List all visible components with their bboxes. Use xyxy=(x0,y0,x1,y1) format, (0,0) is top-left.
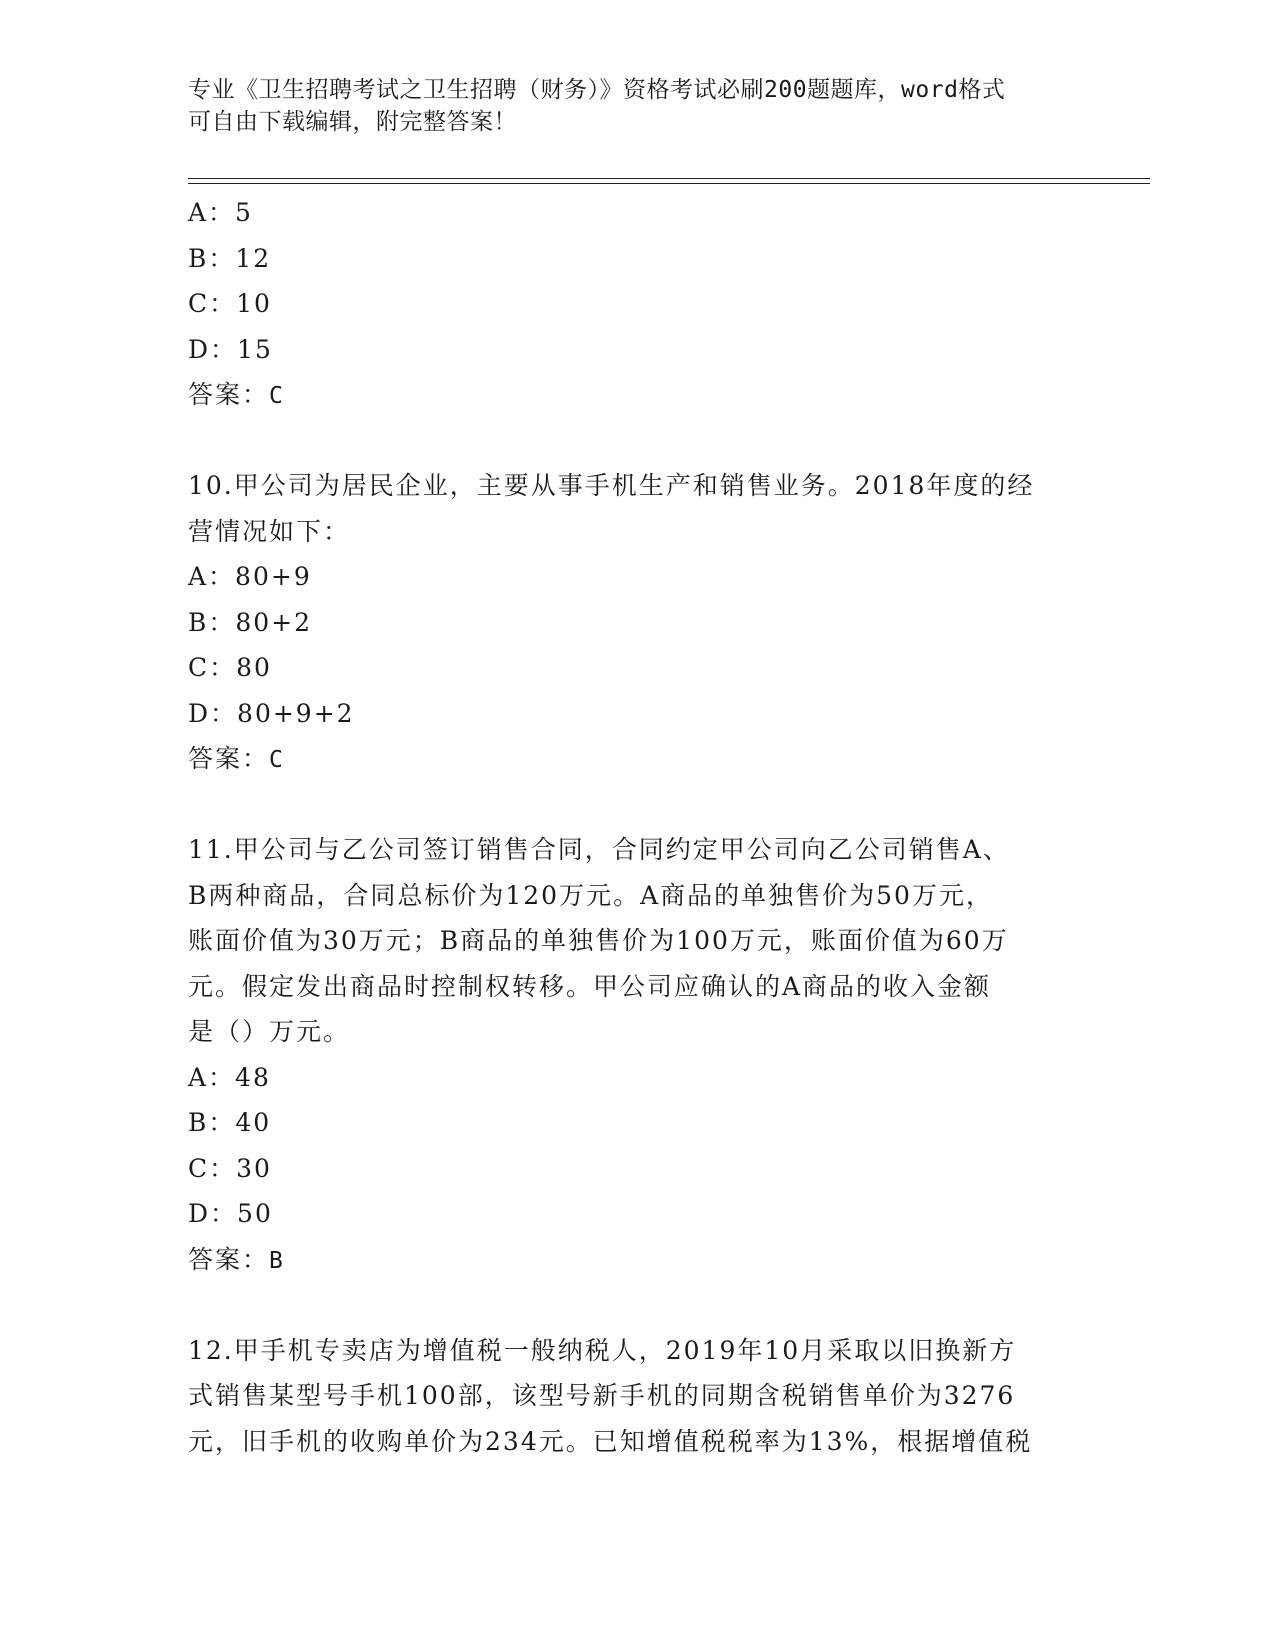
question-stem: 是（）万元。 xyxy=(188,1017,351,1046)
answer-line xyxy=(188,372,1088,418)
question-spacer xyxy=(188,782,1088,828)
option-d: D：80+9+2 xyxy=(188,698,355,728)
option-c: C：10 xyxy=(188,289,272,318)
answer-label: 答案： xyxy=(188,1244,270,1274)
option-c: C：30 xyxy=(188,1153,272,1183)
question-stem: B两种商品，合同总标价为120万元。A商品的单独售价为50万元， xyxy=(188,880,993,910)
question-content xyxy=(188,190,1088,1464)
option-a: A：80+9 xyxy=(188,562,312,591)
question-stem: 12.甲手机专卖店为增值税一般纳税人，2019年10月采取以旧换新方 xyxy=(188,1335,1017,1365)
question-stem: 10.甲公司为居民企业，主要从事手机生产和销售业务。2018年度的经 xyxy=(188,471,1035,500)
question-spacer xyxy=(188,1282,1088,1328)
answer-label: 答案： xyxy=(188,744,270,773)
option-b: B：12 xyxy=(188,243,272,273)
header-divider-bottom xyxy=(188,183,1150,184)
page-header xyxy=(188,74,1068,138)
answer-value: B xyxy=(269,1247,285,1274)
option-b: B：40 xyxy=(188,1108,272,1137)
answer-line xyxy=(188,736,1088,782)
option-d: D：50 xyxy=(188,1199,273,1228)
question-stem: 元。假定发出商品时控制权转移。甲公司应确认的A商品的收入金额 xyxy=(188,971,992,1001)
question-12 xyxy=(188,1328,1088,1465)
question-10 xyxy=(188,463,1088,782)
option-a: A：48 xyxy=(188,1062,271,1092)
header-title-line-1: 专业《卫生招聘考试之卫生招聘（财务）》资格考试必刷200题题库，word格式 xyxy=(188,77,1006,103)
question-stem: 元，旧手机的收购单价为234元。已知增值税税率为13%，根据增值税 xyxy=(188,1426,1033,1456)
option-a: A：5 xyxy=(188,198,253,227)
question-stem: 11.甲公司与乙公司签订销售合同，合同约定甲公司向乙公司销售A、 xyxy=(188,835,1010,864)
answer-value: C xyxy=(269,383,285,409)
header-title-line-2: 可自由下载编辑，附完整答案！ xyxy=(188,109,517,135)
question-11 xyxy=(188,827,1088,1282)
answer-label: 答案： xyxy=(188,380,270,409)
question-spacer xyxy=(188,418,1088,464)
question-stem: 营情况如下： xyxy=(188,516,351,546)
question-stem: 式销售某型号手机100部，该型号新手机的同期含税销售单价为3276 xyxy=(188,1381,1016,1410)
option-d: D：15 xyxy=(188,334,273,364)
option-b: B：80+2 xyxy=(188,607,313,637)
answer-line xyxy=(188,1237,1088,1283)
option-c: C：80 xyxy=(188,653,272,682)
question-9 xyxy=(188,190,1088,418)
answer-value: C xyxy=(269,747,285,773)
header-divider-top xyxy=(188,178,1150,179)
question-stem: 账面价值为30万元；B商品的单独售价为100万元，账面价值为60万 xyxy=(188,926,1009,955)
